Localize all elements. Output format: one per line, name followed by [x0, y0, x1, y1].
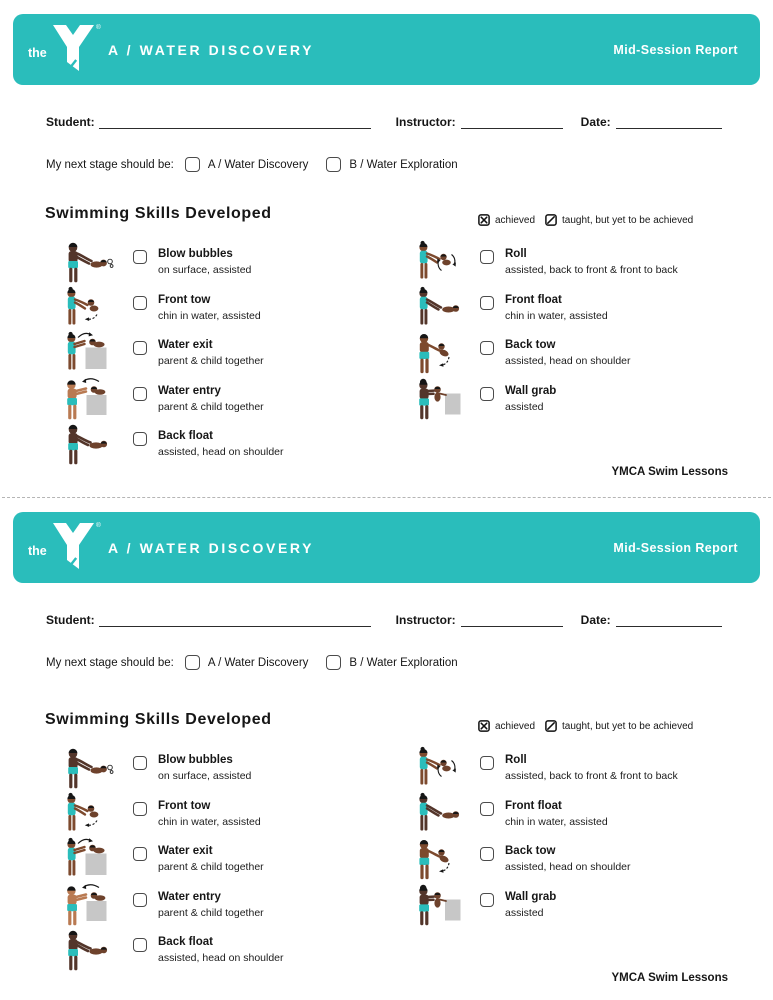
skill-checkbox-back-tow[interactable] [480, 847, 494, 861]
instructor-label: Instructor: [395, 115, 456, 129]
skill-row-back-tow [410, 840, 750, 886]
next-stage-option-b-label: B / Water Exploration [349, 158, 458, 171]
skill-name: Blow bubbles [158, 248, 233, 260]
skill-detail: on surface, assisted [158, 264, 252, 276]
skill-checkbox-back-tow[interactable] [480, 341, 494, 355]
skill-icon-back-float [58, 927, 120, 975]
skill-checkbox-front-float[interactable] [480, 802, 494, 816]
skill-icon-back-tow [410, 836, 472, 884]
skill-detail: assisted, head on shoulder [158, 446, 284, 458]
date-label: Date: [580, 613, 611, 627]
skill-checkbox-water-entry[interactable] [133, 387, 147, 401]
next-stage-option-b-label: B / Water Exploration [349, 656, 458, 669]
skill-checkbox-roll[interactable] [480, 756, 494, 770]
skills-section [0, 506, 773, 995]
skill-row-front-tow [58, 795, 398, 841]
skill-row-water-exit [58, 334, 398, 380]
skill-icon-roll [410, 745, 472, 793]
skills-heading: Swimming Skills Developed [45, 711, 272, 728]
skill-icon-blow-bubbles [58, 239, 120, 287]
skill-detail: chin in water, assisted [505, 816, 608, 828]
skill-icon-front-tow [58, 285, 120, 333]
logo-the-text: the [28, 46, 47, 60]
skill-row-water-entry [58, 886, 398, 932]
achieved-checkbox-icon [478, 720, 490, 732]
next-stage-option-a-label: A / Water Discovery [207, 656, 309, 669]
skill-icon-front-float [410, 285, 472, 333]
skill-icon-blow-bubbles [58, 745, 120, 793]
report-sheet-bottom [0, 498, 773, 995]
skill-detail: assisted, head on shoulder [158, 952, 284, 964]
taught-label: taught, but yet to be achieved [562, 720, 694, 732]
skill-checkbox-front-tow[interactable] [133, 802, 147, 816]
skill-checkbox-blow-bubbles[interactable] [133, 250, 147, 264]
skill-checkbox-blow-bubbles[interactable] [133, 756, 147, 770]
achieved-label: achieved [495, 720, 536, 732]
skill-checkbox-water-exit[interactable] [133, 847, 147, 861]
skill-name: Water exit [158, 339, 213, 351]
skill-row-blow-bubbles [58, 749, 398, 795]
stage-title: A / WATER DISCOVERY [108, 41, 315, 58]
skill-detail: parent & child together [158, 355, 264, 367]
stage-title: A / WATER DISCOVERY [108, 539, 315, 556]
achieved-label: achieved [495, 214, 536, 226]
skill-detail: parent & child together [158, 907, 264, 919]
skill-name: Front float [505, 294, 562, 306]
skill-detail: assisted, head on shoulder [505, 861, 631, 873]
taught-checkbox-icon [545, 720, 557, 732]
footer-brand: YMCA Swim Lessons [611, 466, 728, 478]
skill-checkbox-water-exit[interactable] [133, 341, 147, 355]
skill-checkbox-wall-grab[interactable] [480, 893, 494, 907]
skill-checkbox-roll[interactable] [480, 250, 494, 264]
skill-row-front-float [410, 795, 750, 841]
skill-name: Back tow [505, 845, 556, 857]
skill-name: Water entry [158, 385, 221, 397]
legend [478, 214, 693, 226]
skill-detail: assisted, head on shoulder [505, 355, 631, 367]
skill-row-roll [410, 243, 750, 289]
skill-row-front-tow [58, 289, 398, 335]
taught-label: taught, but yet to be achieved [562, 214, 694, 226]
skill-detail: assisted [505, 401, 544, 413]
skill-icon-front-tow [58, 791, 120, 839]
skill-row-back-tow [410, 334, 750, 380]
taught-checkbox-icon [545, 214, 557, 226]
logo-registered-mark: ® [96, 24, 101, 31]
skill-row-back-float [58, 931, 398, 977]
skill-detail: parent & child together [158, 401, 264, 413]
skill-icon-front-float [410, 791, 472, 839]
report-sheet-top [0, 0, 773, 497]
skill-icon-wall-grab [410, 376, 472, 424]
skill-icon-wall-grab [410, 882, 472, 930]
skill-detail: assisted [505, 907, 544, 919]
skill-name: Wall grab [505, 385, 557, 397]
skill-name: Back float [158, 430, 213, 442]
skill-name: Front tow [158, 800, 211, 812]
skill-icon-water-exit [58, 836, 120, 884]
skill-detail: assisted, back to front & front to back [505, 264, 678, 276]
skill-row-back-float [58, 425, 398, 471]
skill-checkbox-front-float[interactable] [480, 296, 494, 310]
instructor-label: Instructor: [395, 613, 456, 627]
skill-row-wall-grab [410, 886, 750, 932]
student-label: Student: [46, 115, 95, 129]
skill-checkbox-water-entry[interactable] [133, 893, 147, 907]
skill-name: Blow bubbles [158, 754, 233, 766]
skill-row-water-entry [58, 380, 398, 426]
student-label: Student: [46, 613, 95, 627]
date-label: Date: [580, 115, 611, 129]
skill-checkbox-wall-grab[interactable] [480, 387, 494, 401]
skill-icon-back-float [58, 421, 120, 469]
skill-name: Back tow [505, 339, 556, 351]
skill-detail: parent & child together [158, 861, 264, 873]
skill-icon-roll [410, 239, 472, 287]
skill-icon-water-exit [58, 330, 120, 378]
skill-detail: on surface, assisted [158, 770, 252, 782]
skill-row-wall-grab [410, 380, 750, 426]
skill-detail: chin in water, assisted [505, 310, 608, 322]
skill-icon-water-entry [58, 376, 120, 424]
logo-the-text: the [28, 544, 47, 558]
logo-registered-mark: ® [96, 522, 101, 529]
skill-row-roll [410, 749, 750, 795]
skill-row-water-exit [58, 840, 398, 886]
skill-name: Back float [158, 936, 213, 948]
report-type-label: Mid-Session Report [613, 42, 738, 57]
skill-detail: assisted, back to front & front to back [505, 770, 678, 782]
skill-row-blow-bubbles [58, 243, 398, 289]
skill-checkbox-back-float[interactable] [133, 432, 147, 446]
skill-detail: chin in water, assisted [158, 310, 261, 322]
skills-heading: Swimming Skills Developed [45, 205, 272, 222]
skill-checkbox-front-tow[interactable] [133, 296, 147, 310]
skills-section [0, 0, 773, 497]
skill-row-front-float [410, 289, 750, 335]
skill-icon-water-entry [58, 882, 120, 930]
skill-name: Roll [505, 754, 527, 766]
report-type-label: Mid-Session Report [613, 540, 738, 555]
skill-name: Wall grab [505, 891, 557, 903]
footer-brand: YMCA Swim Lessons [611, 972, 728, 984]
achieved-checkbox-icon [478, 214, 490, 226]
skill-name: Water entry [158, 891, 221, 903]
skill-name: Front float [505, 800, 562, 812]
legend [478, 720, 693, 732]
next-stage-prompt: My next stage should be: [46, 158, 174, 171]
skill-name: Water exit [158, 845, 213, 857]
skill-name: Front tow [158, 294, 211, 306]
skill-name: Roll [505, 248, 527, 260]
next-stage-option-a-label: A / Water Discovery [207, 158, 309, 171]
next-stage-prompt: My next stage should be: [46, 656, 174, 669]
skill-icon-back-tow [410, 330, 472, 378]
skill-detail: chin in water, assisted [158, 816, 261, 828]
skill-checkbox-back-float[interactable] [133, 938, 147, 952]
